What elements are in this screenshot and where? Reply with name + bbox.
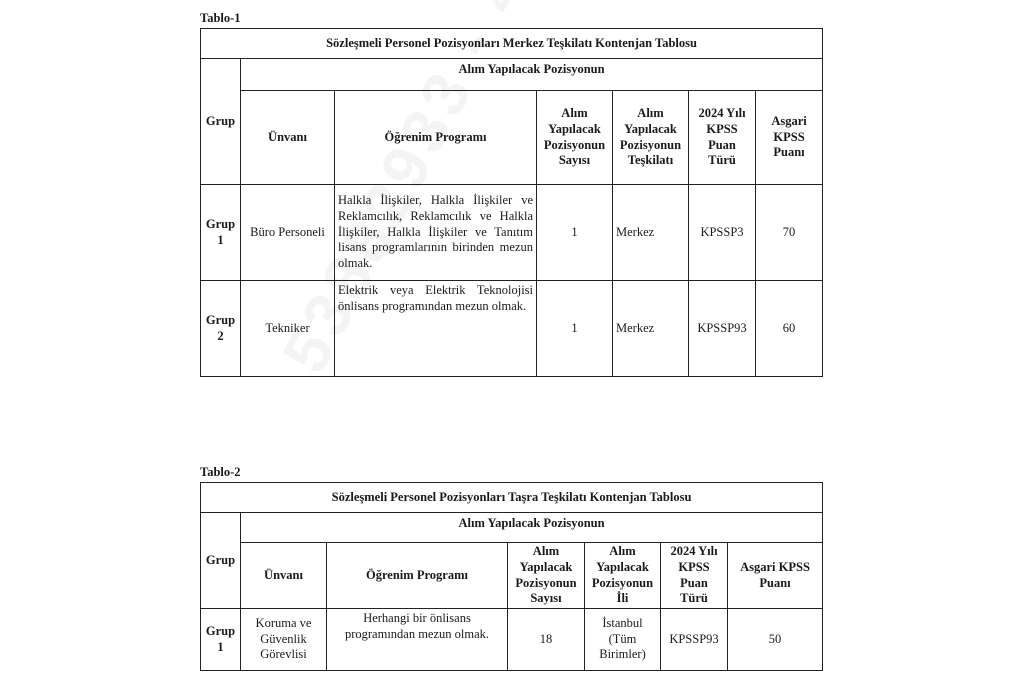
header-line: Yapılacak — [596, 559, 649, 574]
table1-header-unvan: Ünvanı — [241, 91, 335, 185]
header-line: Sayısı — [530, 591, 562, 606]
table1-header-puan-turu — [689, 91, 756, 185]
cell-puan-turu: KPSSP93 — [661, 609, 728, 671]
cell-asgari: 70 — [756, 185, 823, 281]
grup-label: Grup — [205, 312, 236, 327]
table1-header-teskilat — [613, 91, 689, 185]
cell-program: Elektrik veya Elektrik Teknolojisi önlisans programından mezun olmak. — [335, 281, 537, 377]
header-line: Teşkilatı — [627, 153, 674, 168]
il-line: (Tüm — [608, 631, 637, 646]
unvan-line: Koruma ve — [255, 616, 312, 631]
header-line: Asgari KPSS — [740, 559, 810, 574]
table2-title: Sözleşmeli Personel Pozisyonları Taşra Teşkilatı Kontenjan Tablosu — [201, 483, 823, 513]
program-line: programından mezun olmak. — [344, 626, 490, 641]
table1-title: Sözleşmeli Personel Pozisyonları Merkez Teşkilatı Kontenjan Tablosu — [201, 29, 823, 59]
table2-header-puan-turu — [661, 543, 728, 609]
header-line: KPSS — [678, 559, 710, 574]
header-line: Puan — [708, 137, 736, 152]
header-line: Pozisyonun — [591, 575, 654, 590]
header-line: Alım — [561, 106, 588, 121]
cell-teskilat: Merkez — [613, 185, 689, 281]
cell-teskilat: Merkez — [613, 281, 689, 377]
table1-header-grup: Grup — [201, 59, 241, 185]
header-line: Sayısı — [558, 153, 591, 168]
cell-grup — [201, 609, 241, 671]
table2-tasra-kontenjan — [200, 482, 823, 671]
header-line: Türü — [680, 591, 708, 606]
header-line: Yapılacak — [548, 121, 601, 136]
cell-grup — [201, 281, 241, 377]
unvan-line: Görevlisi — [260, 647, 307, 662]
grup-label: Grup — [205, 216, 236, 231]
header-line: Pozisyonun — [515, 575, 577, 590]
grup-number: 1 — [217, 232, 224, 247]
header-line: Pozisyonun — [619, 137, 682, 152]
header-line: KPSS — [773, 129, 805, 144]
header-line: Alım — [609, 544, 636, 559]
cell-asgari: 50 — [728, 609, 823, 671]
il-line: İstanbul — [602, 616, 643, 631]
table1-label: Tablo-1 — [200, 11, 241, 25]
cell-il — [585, 609, 661, 671]
cell-sayi: 1 — [537, 185, 613, 281]
grup-number: 2 — [217, 328, 224, 343]
table1-header-asgari — [756, 91, 823, 185]
grup-label: Grup — [205, 623, 236, 638]
table2-label: Tablo-2 — [200, 465, 241, 479]
header-line: Alım — [532, 544, 560, 559]
header-line: 2024 Yılı — [698, 106, 746, 121]
cell-asgari: 60 — [756, 281, 823, 377]
grup-number: 1 — [217, 639, 224, 654]
table1-header-sayi — [537, 91, 613, 185]
cell-puan-turu: KPSSP93 — [689, 281, 756, 377]
cell-grup — [201, 185, 241, 281]
cell-program — [327, 609, 508, 671]
table2-header-unvan: Ünvanı — [241, 543, 327, 609]
cell-sayi: 18 — [508, 609, 585, 671]
cell-program: Halkla İlişkiler, Halkla İlişkiler ve Reklamcılık, Reklamcılık ve Halkla İlişkiler, Halkla İlişkiler ve Tanıtım lisans programlarının birinden mezun olmak. — [335, 185, 537, 281]
cell-sayi: 1 — [537, 281, 613, 377]
header-line: Alım — [637, 106, 664, 121]
table-row — [201, 281, 823, 377]
unvan-line: Güvenlik — [260, 631, 307, 646]
program-line: Herhangi bir önlisans — [363, 611, 471, 625]
header-line: Asgari — [771, 114, 807, 129]
header-line: Puanı — [759, 575, 791, 590]
cell-puan-turu: KPSSP3 — [689, 185, 756, 281]
header-line: 2024 Yılı — [670, 544, 718, 559]
table2-header-program: Öğrenim Programı — [327, 543, 508, 609]
table2-header-grup: Grup — [201, 513, 241, 609]
header-line: Türü — [708, 153, 736, 168]
header-line: KPSS — [706, 121, 738, 136]
header-line: İli — [616, 591, 629, 606]
table1-merkez-kontenjan — [200, 28, 823, 377]
header-line: Puan — [680, 575, 708, 590]
table2-header-sayi — [508, 543, 585, 609]
table2-header-il — [585, 543, 661, 609]
cell-unvan: Büro Personeli — [241, 185, 335, 281]
table2-group-header: Alım Yapılacak Pozisyonun — [241, 513, 823, 543]
header-line: Yapılacak — [519, 559, 573, 574]
table1-group-header: Alım Yapılacak Pozisyonun — [241, 59, 823, 91]
header-line: Puanı — [773, 145, 805, 160]
table-row — [201, 185, 823, 281]
header-line: Pozisyonun — [543, 137, 606, 152]
cell-unvan — [241, 609, 327, 671]
header-line: Yapılacak — [624, 121, 677, 136]
il-line: Birimler) — [599, 647, 646, 662]
table2-header-asgari — [728, 543, 823, 609]
table-row — [201, 609, 823, 671]
cell-unvan: Tekniker — [241, 281, 335, 377]
table1-header-program: Öğrenim Programı — [335, 91, 537, 185]
